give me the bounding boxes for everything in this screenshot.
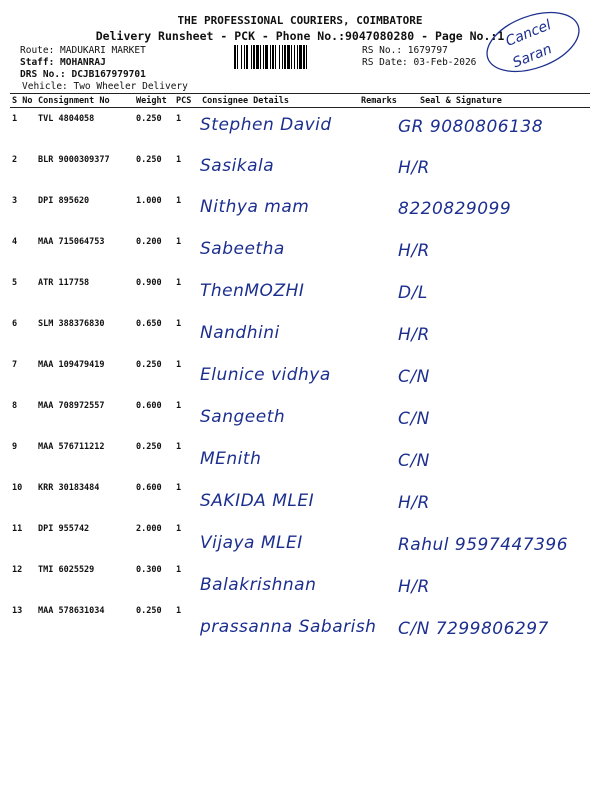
cell-sno: 13 [12, 606, 23, 616]
col-consignee: Consignee Details [200, 94, 359, 108]
table-row [10, 436, 590, 477]
cell-consignment: DPI 895620 [38, 196, 90, 206]
handwritten-seal: H/R [398, 158, 430, 178]
handwritten-seal: GR 9080806138 [398, 117, 544, 137]
col-weight: Weight [134, 94, 174, 108]
table-row [10, 149, 590, 190]
cell-consignment: MAA 578631034 [38, 606, 105, 616]
cell-weight: 0.650 [136, 319, 162, 329]
cell-sno: 6 [12, 319, 18, 329]
handwritten-consignee: Elunice vidhya [200, 365, 331, 385]
cell-weight: 0.600 [136, 401, 162, 411]
cell-weight: 1.000 [136, 196, 162, 206]
cell-seal [418, 559, 590, 600]
handwritten-consignee: SAKIDA MLEI [200, 491, 315, 511]
rs-date-label: RS Date: 03-Feb-2026 [362, 57, 477, 68]
cell-pcs: 1 [176, 401, 182, 411]
cell-consignment: ATR 117758 [38, 278, 90, 288]
cell-consignment: DPI 955742 [38, 524, 90, 534]
cell-pcs: 1 [176, 114, 182, 124]
handwritten-seal: Rahul 9597447396 [398, 535, 569, 555]
handwritten-seal: C/N 7299806297 [398, 619, 549, 639]
stamp-line-2: Saran [510, 41, 555, 72]
handwritten-consignee: Sangeeth [200, 407, 286, 427]
route-label: Route: MADUKARI MARKET [20, 45, 146, 56]
cell-consignment: TMI 6025529 [38, 565, 95, 575]
cell-consignment: KRR 30183484 [38, 483, 100, 493]
handwritten-seal: C/N [398, 409, 430, 429]
cell-weight: 0.900 [136, 278, 162, 288]
cell-pcs: 1 [176, 606, 182, 616]
table-row [10, 395, 590, 436]
stamp-line-1: Cancel [503, 17, 554, 50]
rs-number-label: RS No.: 1679797 [362, 45, 448, 56]
cell-consignment: MAA 576711212 [38, 442, 105, 452]
handwritten-consignee: Stephen David [200, 115, 332, 135]
cell-pcs: 1 [176, 483, 182, 493]
cancel-stamp [478, 6, 588, 76]
table-row [10, 231, 590, 272]
cell-weight: 0.250 [136, 155, 162, 165]
cell-consignment: MAA 708972557 [38, 401, 105, 411]
cell-consignment: BLR 9000309377 [38, 155, 110, 165]
cell-seal [418, 149, 590, 190]
handwritten-consignee: prassanna Sabarish [200, 617, 377, 637]
handwritten-consignee: Balakrishnan [200, 575, 317, 595]
handwritten-consignee: Sabeetha [200, 239, 285, 259]
handwritten-seal: H/R [398, 577, 430, 597]
cell-pcs: 1 [176, 524, 182, 534]
handwritten-consignee: Nithya mam [200, 197, 310, 217]
handwritten-seal: H/R [398, 325, 430, 345]
cell-seal [418, 354, 590, 395]
cell-weight: 0.250 [136, 114, 162, 124]
cell-seal [418, 231, 590, 272]
cell-weight: 0.300 [136, 565, 162, 575]
cell-sno: 8 [12, 401, 18, 411]
cell-seal [418, 272, 590, 313]
table-row [10, 313, 590, 354]
cell-seal [418, 436, 590, 477]
cell-sno: 7 [12, 360, 18, 370]
cell-sno: 1 [12, 114, 18, 124]
handwritten-consignee: Vijaya MLEI [200, 533, 303, 553]
cell-consignment: SLM 388376830 [38, 319, 105, 329]
cell-pcs: 1 [176, 278, 182, 288]
cell-sno: 10 [12, 483, 23, 493]
company-title: THE PROFESSIONAL COURIERS, COIMBATORE [177, 14, 423, 27]
cell-weight: 0.250 [136, 360, 162, 370]
cell-sno: 3 [12, 196, 18, 206]
col-pcs: PCS [174, 94, 200, 108]
vehicle-label: Vehicle: Two Wheeler Delivery [22, 81, 188, 92]
cell-seal [418, 395, 590, 436]
cell-seal [418, 313, 590, 354]
cell-weight: 0.250 [136, 606, 162, 616]
handwritten-seal: C/N [398, 367, 430, 387]
cell-sno: 11 [12, 524, 23, 534]
cell-weight: 0.250 [136, 442, 162, 452]
cell-pcs: 1 [176, 319, 182, 329]
handwritten-seal: H/R [398, 241, 430, 261]
cell-sno: 2 [12, 155, 18, 165]
runsheet-subtitle: Delivery Runsheet - PCK - Phone No.:9047080280 - Page No.:1 [95, 29, 505, 43]
handwritten-seal: D/L [398, 283, 428, 303]
cell-pcs: 1 [176, 442, 182, 452]
handwritten-consignee: Sasikala [200, 156, 275, 176]
cell-sno: 12 [12, 565, 23, 575]
cell-pcs: 1 [176, 565, 182, 575]
staff-label: Staff: MOHANRAJ [20, 57, 106, 68]
cell-weight: 2.000 [136, 524, 162, 534]
col-sno: S No [10, 94, 36, 108]
cell-consignment: TVL 4804058 [38, 114, 95, 124]
col-seal: Seal & Signature [418, 94, 590, 108]
cell-weight: 0.600 [136, 483, 162, 493]
cell-pcs: 1 [176, 237, 182, 247]
handwritten-seal: C/N [398, 451, 430, 471]
col-remarks: Remarks [359, 94, 418, 108]
cell-sno: 4 [12, 237, 18, 247]
drs-label: DRS No.: DCJB167979701 [20, 69, 146, 80]
cell-pcs: 1 [176, 360, 182, 370]
cell-consignment: MAA 109479419 [38, 360, 105, 370]
barcode [234, 45, 358, 69]
cell-sno: 9 [12, 442, 18, 452]
cell-seal [418, 477, 590, 518]
col-consignment: Consignment No [36, 94, 134, 108]
handwritten-consignee: Nandhini [200, 323, 280, 343]
handwritten-consignee: ThenMOZHI [200, 281, 305, 301]
cell-consignment: MAA 715064753 [38, 237, 105, 247]
cell-weight: 0.200 [136, 237, 162, 247]
cell-pcs: 1 [176, 196, 182, 206]
cell-sno: 5 [12, 278, 18, 288]
handwritten-seal: H/R [398, 493, 430, 513]
table-header-row [10, 94, 590, 108]
cell-pcs: 1 [176, 155, 182, 165]
handwritten-seal: 8220829099 [398, 199, 512, 219]
handwritten-consignee: MEnith [200, 449, 262, 469]
